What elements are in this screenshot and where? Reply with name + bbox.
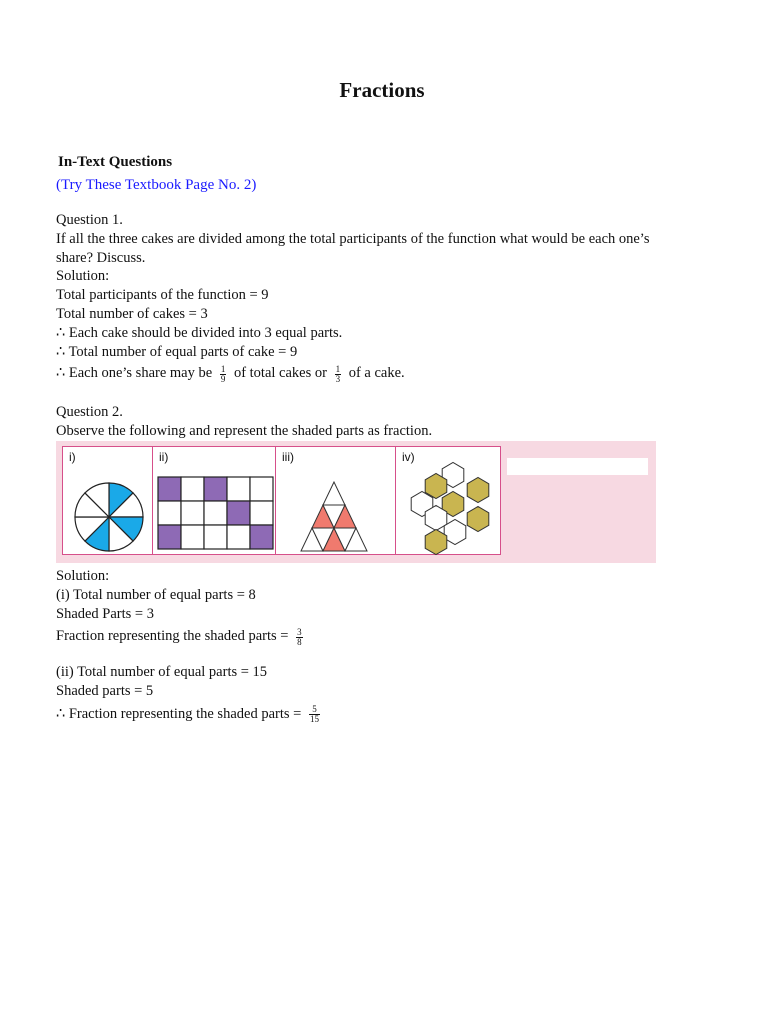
question-2-heading: Question 2.	[56, 404, 123, 420]
hexagon-figure	[396, 447, 502, 556]
question-1	[56, 211, 736, 385]
figure-i-box	[62, 446, 154, 555]
solution-line: (i) Total number of equal parts = 8	[56, 586, 256, 603]
question-2-text: Observe the following and represent the shaded parts as fraction.	[56, 422, 433, 439]
textbook-page-link[interactable]: (Try These Textbook Page No. 2)	[56, 177, 257, 193]
grid-cell	[227, 501, 250, 525]
share-text-c: of a cake.	[348, 365, 405, 382]
circle-figure	[63, 447, 155, 556]
triangle-piece	[323, 482, 345, 505]
hexagon-cell	[467, 478, 489, 503]
fraction-three-eighths	[296, 628, 303, 647]
grid-cell	[227, 477, 250, 501]
fraction-one-third	[335, 365, 342, 384]
question-1-text-line2: share? Discuss.	[56, 249, 146, 266]
figure-ii-label: ii)	[159, 450, 169, 464]
hexagon-cell	[444, 520, 466, 545]
solution-line: Shaded Parts = 3	[56, 605, 154, 622]
fraction-numerator: 1	[220, 363, 226, 374]
grid-cell	[158, 525, 181, 549]
solution-line: ∴ Total number of equal parts of cake = 9	[56, 343, 298, 360]
question-2	[56, 403, 736, 441]
grid-cell	[181, 477, 204, 501]
grid-cell	[227, 525, 250, 549]
solution-line: Shaded parts = 5	[56, 683, 154, 700]
share-text-a: ∴ Each one’s share may be	[56, 365, 213, 382]
question-1-heading: Question 1.	[56, 212, 123, 228]
solution-line: Total participants of the function = 9	[56, 287, 269, 304]
fraction-five-fifteenths	[309, 705, 320, 724]
hexagon-cell	[467, 507, 489, 532]
grid-cell	[181, 501, 204, 525]
grid-cell	[250, 477, 273, 501]
figure-i-label: i)	[69, 450, 76, 464]
fraction-text: ∴ Fraction representing the shaded parts =	[56, 705, 302, 722]
grid-figure	[153, 447, 278, 556]
solution-label: Solution:	[56, 268, 110, 285]
figures-panel	[56, 441, 656, 563]
grid-cell	[158, 501, 181, 525]
figure-iv-label: iv)	[402, 450, 415, 464]
fraction-numerator: 3	[297, 626, 302, 637]
grid-cell	[158, 477, 181, 501]
fraction-denominator: 9	[220, 373, 226, 384]
grid-cell	[204, 501, 227, 525]
figure-iii-label: iii)	[282, 450, 294, 464]
fraction-denominator: 3	[335, 373, 341, 384]
spacer	[56, 649, 736, 663]
solution-line-share	[56, 361, 736, 385]
triangle-figure	[276, 447, 398, 556]
figure-iii-box	[275, 446, 397, 555]
fraction-denominator: 15	[309, 714, 319, 725]
blank-bar	[507, 458, 648, 475]
section-heading: In-Text Questions	[58, 154, 173, 170]
figure-iv-box	[395, 446, 501, 555]
question-2-solution	[56, 567, 736, 727]
fraction-numerator: 1	[335, 363, 341, 374]
fraction-one-ninth	[220, 365, 227, 384]
figure-ii-box	[152, 446, 277, 555]
hexagon-cell	[425, 530, 447, 555]
solution-line-fraction	[56, 701, 736, 727]
grid-cell	[250, 501, 273, 525]
grid-cell	[181, 525, 204, 549]
grid-cell	[250, 525, 273, 549]
question-1-text-line1: If all the three cakes are divided among the total participants of the function what would be each one’s	[56, 230, 650, 247]
solution-line-fraction	[56, 623, 736, 649]
fraction-numerator: 5	[309, 705, 320, 715]
solution-line: ∴ Each cake should be divided into 3 equal parts.	[56, 324, 343, 341]
grid-cell	[204, 477, 227, 501]
fraction-text: Fraction representing the shaded parts =	[56, 628, 289, 645]
fraction-denominator: 8	[297, 636, 302, 647]
share-text-b: of total cakes or	[233, 365, 327, 382]
solution-label: Solution:	[56, 568, 110, 584]
solution-line: Total number of cakes = 3	[56, 305, 208, 322]
grid-cell	[204, 525, 227, 549]
page-title: Fractions	[339, 78, 425, 102]
solution-line: (ii) Total number of equal parts = 15	[56, 664, 268, 681]
